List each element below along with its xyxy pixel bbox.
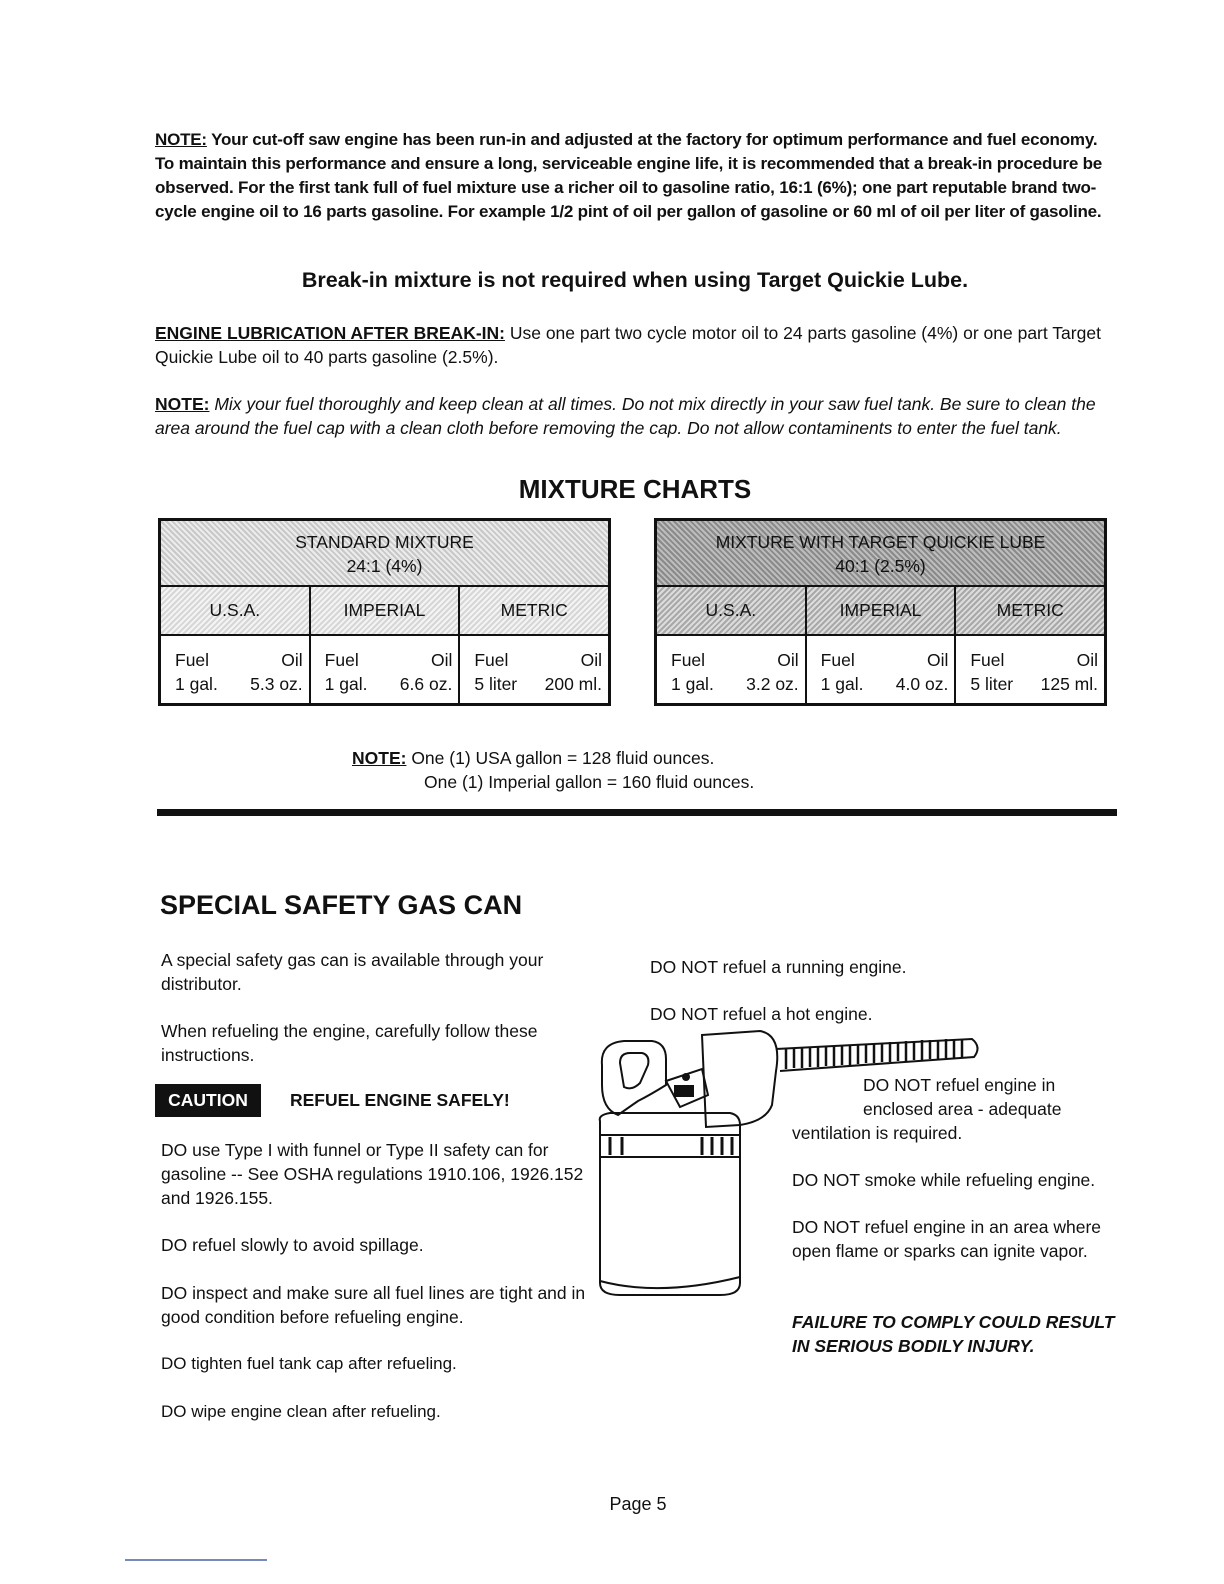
footer-line [125,1559,267,1561]
standard-mixture-ratio: 24:1 (4%) [346,556,423,576]
page-number: Page 5 [609,1494,667,1514]
note-fuel-cleanliness [155,392,1115,440]
caution-badge: CAUTION [155,1084,261,1117]
safety-instruction: DO refuel slowly to avoid spillage. [161,1235,424,1255]
column-usa: U.S.A. [161,587,309,634]
safety-warning-line: enclosed area - adequate [863,1099,1062,1119]
safety-instruction: DO use Type I with funnel or Type II safety can for gasoline -- See OSHA regulations 1910.106, 1926.152 and 1926.155. [161,1140,584,1208]
fuel-label: Fuel [324,650,359,670]
safety-paragraph: When refueling the engine, carefully follow these instructions. [161,1021,538,1065]
quickie-lube-mixture-columns [657,587,1104,636]
quickie-lube-mixture-header [657,521,1104,587]
failure-warning: FAILURE TO COMPLY COULD RESULT IN SERIOUS BODILY INJURY. [792,1312,1115,1356]
safety-warning-line: DO NOT refuel engine in [863,1075,1056,1095]
fuel-label: Fuel [820,650,855,670]
standard-mixture-header [161,521,608,587]
safety-warning: DO NOT refuel engine in an area where open flame or sparks can ignite vapor. [792,1217,1102,1261]
note-break-in-text: Your cut-off saw engine has been run-in and adjusted at the factory for optimum performance and fuel economy. To maintain this performance and ensure a long, serviceable engine life, it is recommended that a break-in procedure be observed. For the first tank full of fuel mixture use a richer oil to gasoline ratio, 16:1 (6%); one part reputable brand two-cycle engine oil to 16 parts gasoline. For example 1/2 pint of oil per gallon of gasoline or 60 ml of oil per liter of gasoline. [155,130,1103,221]
oil-value: 125 ml. [1040,674,1099,694]
oil-value: 5.3 oz. [250,674,303,694]
column-metric: METRIC [458,587,608,634]
oil-label: Oil [281,650,303,670]
oil-label: Oil [926,650,949,670]
imperial-gallon-text: One (1) Imperial gallon = 160 fluid ounces. [424,772,755,792]
fuel-value: 5 liter [970,674,1014,694]
safety-paragraph: A special safety gas can is available through your distributor. [161,950,544,994]
fuel-value: 5 liter [474,674,518,694]
table-cell [458,636,608,703]
standard-mixture-values [161,636,608,703]
fuel-value: 1 gal. [175,674,218,694]
gallon-conversion-note [352,746,872,794]
safety-instruction: DO wipe engine clean after refueling. [161,1402,441,1421]
fuel-label: Fuel [175,650,210,670]
table-cell [161,636,309,703]
usa-gallon-text: One (1) USA gallon = 128 fluid ounces. [406,748,715,768]
fuel-label: Fuel [671,650,706,670]
safety-warning: DO NOT smoke while refueling engine. [792,1170,1096,1190]
gas-can-illustration [590,1025,990,1305]
oil-label: Oil [430,650,453,670]
break-in-heading: Break-in mixture is not required when using Target Quickie Lube. [301,268,969,292]
safety-warning: DO NOT refuel a hot engine. [650,1004,873,1024]
note-label: NOTE: [352,748,407,768]
safety-warning-line: ventilation is required. [792,1123,963,1143]
fuel-label: Fuel [474,650,509,670]
fuel-value: 1 gal. [324,674,368,694]
oil-label: Oil [1076,650,1099,670]
fuel-value: 1 gal. [671,674,714,694]
column-usa: U.S.A. [657,587,805,634]
quickie-lube-mixture-table [654,518,1107,706]
oil-value: 4.0 oz. [895,674,949,694]
table-cell [805,636,955,703]
note-break-in [155,128,1115,224]
engine-lubrication-text: Use one part two cycle motor oil to 24 parts gasoline (4%) or one part Target Quickie Lube oil to 40 parts gasoline (2.5%). [155,323,1101,367]
standard-mixture-table [158,518,611,706]
quickie-lube-mixture-values [657,636,1104,703]
fuel-value: 1 gal. [820,674,864,694]
column-imperial: IMPERIAL [309,587,459,634]
safety-instruction: DO inspect and make sure all fuel lines are tight and in good condition before refueling engine. [161,1283,586,1327]
safety-instruction: DO tighten fuel tank cap after refueling. [161,1354,457,1373]
fuel-label: Fuel [970,650,1005,670]
oil-value: 6.6 oz. [399,674,453,694]
engine-lubrication-label: ENGINE LUBRICATION AFTER BREAK-IN: [155,323,505,343]
quickie-lube-mixture-title: MIXTURE WITH TARGET QUICKIE LUBE [715,532,1046,552]
standard-mixture-columns [161,587,608,636]
oil-label: Oil [777,650,799,670]
oil-label: Oil [580,650,603,670]
quickie-lube-mixture-ratio: 40:1 (2.5%) [835,556,926,576]
table-cell [309,636,459,703]
table-cell [657,636,805,703]
column-metric: METRIC [954,587,1104,634]
safety-gas-can-title: SPECIAL SAFETY GAS CAN [160,890,523,920]
engine-lubrication-paragraph [155,321,1115,369]
section-divider [157,809,1117,816]
standard-mixture-title: STANDARD MIXTURE [295,532,474,552]
note-label: NOTE: [155,130,207,149]
note-fuel-cleanliness-text: Mix your fuel thoroughly and keep clean at all times. Do not mix directly in your saw fuel tank. Be sure to clean the area around the fuel cap with a clean cloth before removing the cap. Do not allow contaminents to enter the fuel tank. [155,394,1096,438]
column-imperial: IMPERIAL [805,587,955,634]
mixture-charts-title: MIXTURE CHARTS [518,474,752,504]
oil-value: 3.2 oz. [746,674,799,694]
caution-heading: REFUEL ENGINE SAFELY! [290,1090,510,1110]
note-label: NOTE: [155,394,210,414]
table-cell [954,636,1104,703]
safety-warning: DO NOT refuel a running engine. [650,957,907,977]
oil-value: 200 ml. [544,674,603,694]
